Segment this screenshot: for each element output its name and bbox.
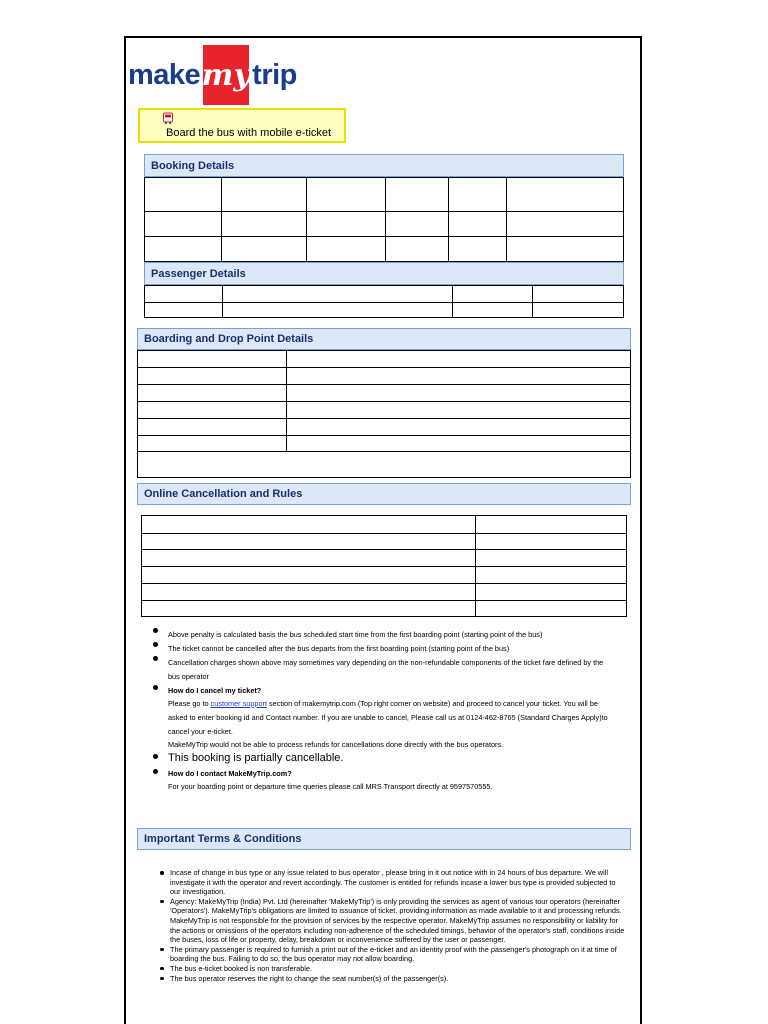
logo-red-box xyxy=(203,45,249,105)
bullet-icon xyxy=(160,871,164,875)
bullet-icon xyxy=(160,948,164,952)
boarding-drop-table xyxy=(137,350,631,478)
faq-cancel-answer-line4: MakeMyTrip would not be able to process refunds for cancellations done directly with the bus operators. xyxy=(168,740,504,749)
mobile-ticket-text: Board the bus with mobile e-ticket xyxy=(166,127,332,139)
cancellation-table xyxy=(141,515,627,617)
note-charges-vary-cont: bus operator xyxy=(168,672,209,681)
mobile-ticket-banner xyxy=(138,108,346,143)
note-charges-vary: Cancellation charges shown above may sometimes vary depending on the non-refundable components of the ticket fare defined by the xyxy=(168,658,604,667)
bullet-icon xyxy=(160,967,164,971)
terms-item-text: Agency: MakeMyTrip (India) Pvt. Ltd (hereinafter 'MakeMyTrip') is only providing the services as agent of various tour operators (hereinafter 'Operators'). MakeMyTrip's obligations are limited to issuance of ticket, providing information as made available to it and processing refunds. MakeMyTrip is not responsible for the provision of services by the respective operator. MakeMyTrip assumes no responsibility or liability for the actions or omissions of the operators including non-adherence of the scheduled timings, behavior of the operator's staff, conditions inside the buses, loss of life or property, delay, breakdown or inconvenience suffered by the user or passenger. xyxy=(170,896,625,945)
logo-word-my: my xyxy=(201,57,251,93)
faq-cancel-answer xyxy=(168,697,598,711)
terms-item xyxy=(158,974,628,984)
terms-item xyxy=(158,964,628,974)
note-penalty: Above penalty is calculated basis the bus scheduled start time from the first boarding point (starting point of the bus) xyxy=(168,630,543,639)
faq-cancel-answer-pre: Please go to xyxy=(168,699,211,708)
terms-item xyxy=(158,897,628,945)
bullet-icon xyxy=(153,769,158,774)
logo-word-trip: trip xyxy=(252,58,297,91)
makemytrip-logo[interactable] xyxy=(128,44,297,106)
terms-item-text: The primary passenger is required to furnish a print out of the e-ticket and an identity proof with the passenger's photograph on it at time of boarding the bus. Failing to do so, the bus operator may not allow boarding. xyxy=(170,944,617,964)
partially-cancellable-note: This booking is partially cancellable. xyxy=(168,752,344,764)
bullet-icon xyxy=(153,628,158,633)
terms-item-text: The bus operator reserves the right to change the seat number(s) of the passenger(s). xyxy=(170,973,449,983)
passenger-details-title: Passenger Details xyxy=(151,267,246,280)
bullet-icon xyxy=(153,754,158,759)
bullet-icon xyxy=(153,685,158,690)
logo-word-make: make xyxy=(128,58,201,91)
faq-contact-question: How do I contact MakeMyTrip.com? xyxy=(168,769,292,778)
cancellation-header xyxy=(137,483,631,505)
faq-cancel-answer-line2: asked to enter booking id and Contact number. If you are unable to cancel, Please call us at 0124-462-8765 (Standard Charges Apply)to xyxy=(168,713,608,722)
faq-cancel-answer-post: section of makemytrip.com (Top right corner on website) and proceed to cancel your ticket. You will be xyxy=(266,699,598,708)
terms-list xyxy=(158,868,628,983)
cancellation-title: Online Cancellation and Rules xyxy=(144,488,303,500)
faq-cancel-question: How do I cancel my ticket? xyxy=(168,686,262,695)
faq-cancel-answer-line3: cancel your e-ticket. xyxy=(168,727,233,736)
terms-item xyxy=(158,945,628,964)
terms-title: Important Terms & Conditions xyxy=(144,833,302,845)
terms-item xyxy=(158,868,628,897)
customer-support-link[interactable]: customer support xyxy=(210,699,267,708)
bullet-icon xyxy=(160,900,164,904)
bus-icon xyxy=(162,112,174,124)
booking-details-header xyxy=(144,154,624,177)
terms-header xyxy=(137,828,631,850)
passenger-details-header xyxy=(144,262,624,285)
booking-details-table xyxy=(144,177,624,262)
note-no-cancel-after-departure: The ticket cannot be cancelled after the bus departs from the first boarding point (starting point of the bus) xyxy=(168,644,510,653)
terms-item-text: Incase of change in bus type or any issue related to bus operator , please bring in it out notice with in 24 hours of bus departure. We will investigate it with the operator and revert accordingly. The customer is entitled for refunds incase a lower bus type is provided subjected to our investigation. xyxy=(170,868,616,897)
bullet-icon xyxy=(160,977,164,981)
terms-item-text: The bus e-ticket booked is non transferable. xyxy=(170,963,312,973)
faq-contact-answer: For your boarding point or departure time queries please call MRS Transport directly at 9597570555. xyxy=(168,782,493,791)
passenger-details-table xyxy=(144,285,624,318)
boarding-drop-header xyxy=(137,328,631,350)
boarding-drop-title: Boarding and Drop Point Details xyxy=(144,333,314,345)
bullet-icon xyxy=(153,656,158,661)
booking-details-title: Booking Details xyxy=(151,159,235,172)
bullet-icon xyxy=(153,642,158,647)
